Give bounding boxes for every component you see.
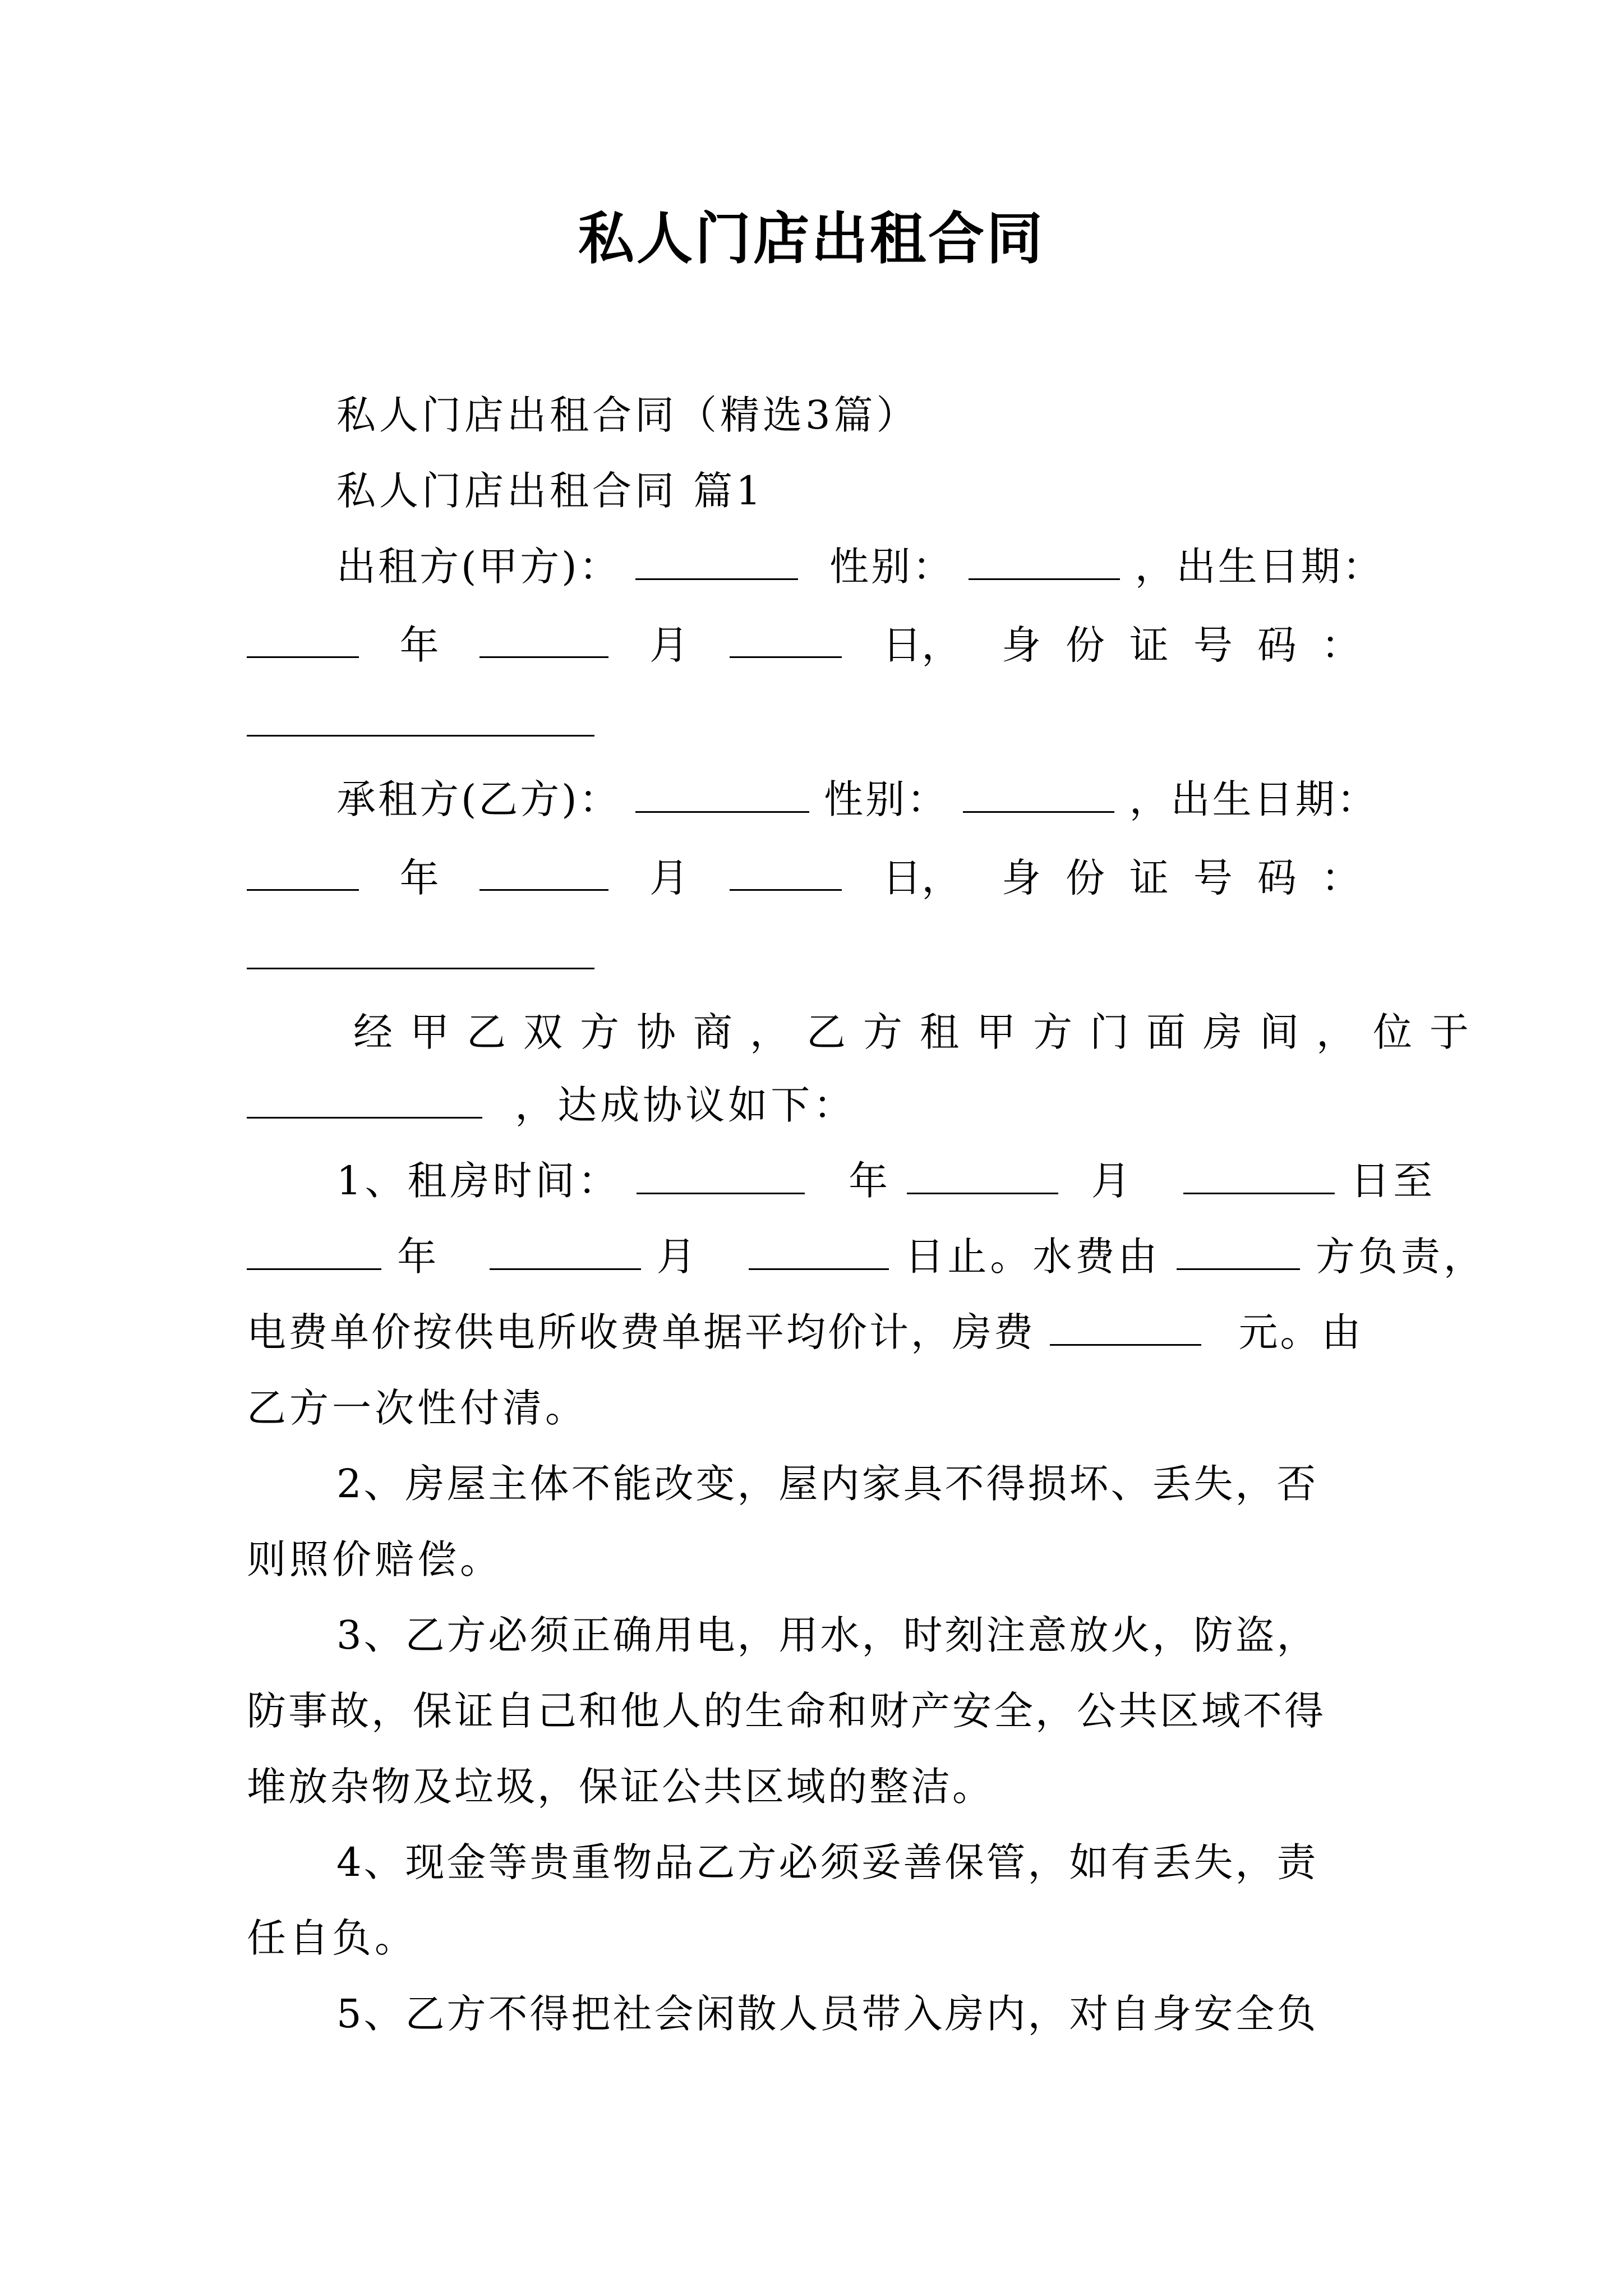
- clause3-line2: 防事故，保证自己和他人的生命和财产安全，公共区域不得: [247, 1688, 1326, 1734]
- clause1-start-year-blank: [637, 1153, 805, 1194]
- clause1-year2: 年: [397, 1234, 440, 1280]
- clause1-start-day-blank: [1183, 1153, 1335, 1194]
- lessor-name-blank: [635, 539, 798, 580]
- clause1-end-month-blank: [490, 1229, 641, 1270]
- clause1-end-day-blank: [749, 1229, 889, 1270]
- lessor-id-label: 身份证号码：: [1001, 622, 1385, 668]
- lessee-line: [336, 771, 1475, 827]
- document-subtitle: 私人门店出租合同（精选3篇）: [336, 392, 919, 438]
- agreement-intro-line2: [247, 1077, 1385, 1133]
- document-title: 私人门店出租合同: [578, 205, 1045, 272]
- location-blank: [247, 1078, 482, 1119]
- section-heading: 私人门店出租合同 篇1: [336, 468, 764, 514]
- clause1-rent-blank: [1050, 1305, 1201, 1346]
- lessee-label: 承租方(乙方)：: [336, 776, 621, 822]
- lessee-year-label: 年: [399, 855, 439, 901]
- clause1-month2: 月: [656, 1234, 699, 1280]
- clause3-line1: 3、乙方必须正确用电，用水，时刻注意放火，防盗，: [336, 1612, 1318, 1658]
- clause1-day-end: 日止。水费由: [905, 1234, 1161, 1280]
- clause1-day-to: 日至: [1350, 1158, 1436, 1204]
- lessor-id-blank: [247, 735, 594, 737]
- clause1-line1: [336, 1153, 1475, 1209]
- lessee-name-blank: [635, 772, 809, 813]
- lessor-line: [336, 539, 1475, 595]
- lessor-month-label: 月: [649, 622, 689, 668]
- lessee-id-label: 身份证号码：: [1001, 855, 1385, 901]
- lessee-birth-line: [247, 850, 1385, 906]
- lessor-year-label: 年: [399, 622, 439, 668]
- clause5-line1: 5、乙方不得把社会闲散人员带入房内，对自身安全负: [336, 1991, 1318, 2037]
- lessee-day-label: 日，: [882, 855, 961, 901]
- lessee-month-blank: [479, 850, 608, 891]
- lessor-day-label: 日，: [882, 622, 961, 668]
- agreement-intro-line1: 经甲乙双方协商，乙方租甲方门面房间，位于: [353, 1009, 1486, 1055]
- clause1-end-year-blank: [247, 1229, 381, 1270]
- clause2-line2: 则照价赔偿。: [247, 1536, 502, 1582]
- clause4-line1: 4、现金等贵重物品乙方必须妥善保管，如有丢失，责: [336, 1839, 1318, 1885]
- lessor-birth-label: ，出生日期：: [1135, 544, 1384, 590]
- clause3-line3: 堆放杂物及垃圾，保证公共区域的整洁。: [247, 1764, 994, 1810]
- lessor-day-blank: [730, 617, 842, 658]
- lessor-year-blank: [247, 617, 359, 658]
- clause1-water-blank: [1177, 1229, 1300, 1270]
- clause1-month: 月: [1091, 1158, 1134, 1204]
- lessee-year-blank: [247, 850, 359, 891]
- clause1-yuan: 元。由: [1238, 1309, 1363, 1355]
- clause1-line2: [247, 1228, 1486, 1285]
- lessor-gender-label: 性别：: [829, 544, 955, 590]
- lessor-month-blank: [479, 617, 608, 658]
- lessee-gender-blank: [963, 772, 1114, 813]
- lessee-id-blank: [247, 968, 594, 969]
- clause4-line2: 任自负。: [247, 1915, 417, 1961]
- clause1-year: 年: [849, 1158, 892, 1204]
- clause1-line3: [247, 1304, 1385, 1360]
- lessee-month-label: 月: [649, 855, 689, 901]
- agreement-intro-suffix: ，达成协议如下：: [515, 1082, 856, 1128]
- lessor-gender-blank: [969, 539, 1120, 580]
- lessee-gender-label: 性别：: [824, 776, 949, 822]
- clause1-water-resp: 方负责，: [1315, 1234, 1486, 1280]
- clause1-start-month-blank: [907, 1153, 1058, 1194]
- lessee-day-blank: [730, 850, 842, 891]
- clause1-label: 1、租房时间：: [336, 1158, 621, 1204]
- clause2-line1: 2、房屋主体不能改变，屋内家具不得损坏、丢失，否: [336, 1461, 1318, 1507]
- lessee-birth-label: ，出生日期：: [1129, 776, 1378, 822]
- lessor-birth-line: [247, 617, 1385, 673]
- lessor-label: 出租方(甲方)：: [336, 544, 621, 590]
- clause1-electric: 电费单价按供电所收费单据平均价计，房费: [247, 1309, 1035, 1355]
- clause1-line4: 乙方一次性付清。: [247, 1385, 588, 1431]
